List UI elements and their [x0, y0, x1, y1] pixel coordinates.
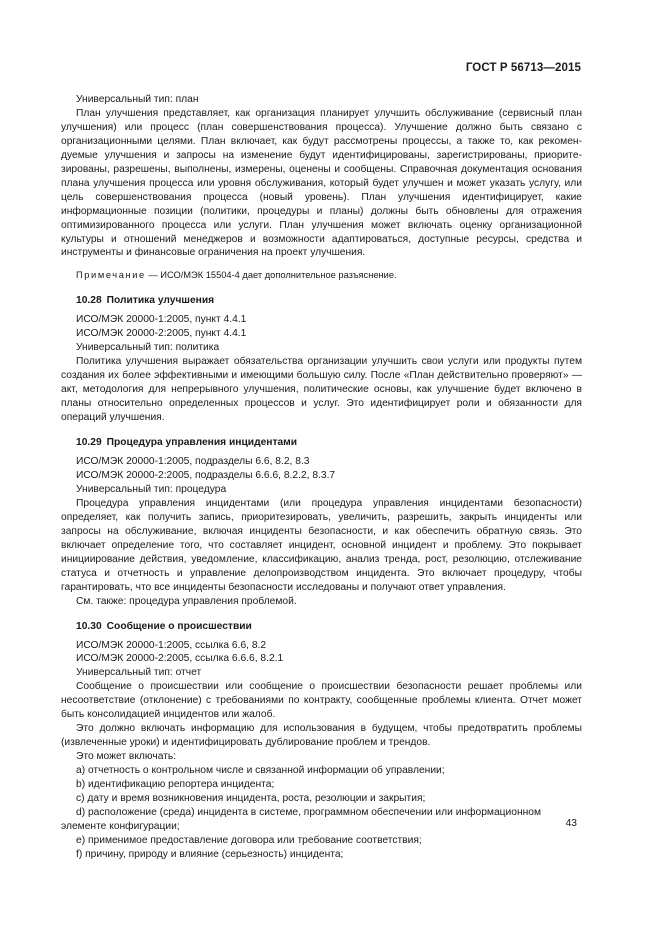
- section-ref: ИСО/МЭК 20000-1:2005, пункт 4.4.1: [76, 314, 247, 326]
- section-number: 10.29: [76, 437, 102, 449]
- page-number: 43: [565, 818, 577, 829]
- section-paragraph: Это должно включать информацию для использования в будущем, чтобы предотвратить проблемы (извлеченные уроки) и идентифицировать дублирование проблем и трендов.: [61, 723, 582, 749]
- section-ref: ИСО/МЭК 20000-1:2005, ссылка 6.6, 8.2: [76, 639, 267, 651]
- section-number: 10.28: [76, 295, 102, 307]
- list-item: d) расположение (среда) инцидента в системе, программном обеспечении или информационном элементе конфигурации;: [61, 806, 542, 832]
- section-type-line: Универсальный тип: политика: [76, 342, 220, 354]
- section-heading: [61, 620, 582, 634]
- section-title: Процедура управления инцидентами: [106, 437, 298, 449]
- intro-type-line: Универсальный тип: план: [76, 94, 199, 105]
- section-10-30: [61, 620, 582, 862]
- list-item: f) причину, природу и влияние (серьезность) инцидента;: [76, 848, 344, 860]
- standard-header: ГОСТ Р 56713—2015: [465, 62, 581, 74]
- section-see-also: См. также: процедура управления проблемой.: [76, 595, 297, 607]
- note-label: Примечание: [76, 270, 146, 281]
- section-heading: [61, 436, 582, 450]
- section-10-28: [61, 294, 582, 425]
- list-item: b) идентификацию репортера инцидента;: [76, 779, 275, 791]
- section-title: Политика улучшения: [106, 295, 215, 307]
- section-number: 10.30: [76, 620, 102, 632]
- section-paragraph: Это может включать:: [76, 751, 177, 763]
- section-paragraph: Политика улучшения выражает обязательства организации улучшить свои услуги или продукты путем создания их более эффективными и имеющими большую силу. После «План действительно проверяют» — акт, методология для непрерывного улучшения, политические основы, как улучшение будет включено в планы относительно определенных процессов и услуг. Это идентифицирует роли и обязанности для операций улучшения.: [61, 356, 582, 424]
- section-paragraph: Процедура управления инцидентами (или процедура управления инцидентами безопасности) определяет, как получить запись, приоритезировать, увеличить, разрешить, закрыть инциденты или запросы на обслуживание, включая инциденты безопасности, и как обеспечить обратную связь. Это включает определение того, что составляет инцидент, основной инцидент и проблему. Это покрывает инициирование действия, уведомление, классификацию, анализ тренда, рост, резолюцию, отслеживание статуса и отчетность и управление делопроизводством инцидента. Это включает процедуру, чтобы гарантировать, что все инциденты безопасности исследованы и получают ответ управления.: [61, 497, 582, 593]
- note-dash: —: [148, 270, 158, 281]
- section-type-line: Универсальный тип: отчет: [76, 667, 202, 679]
- section-ref: ИСО/МЭК 20000-2:2005, ссылка 6.6.6, 8.2.1: [76, 653, 284, 665]
- section-paragraph: Сообщение о происшествии или сообщение о происшествии безопасности решает проблемы или несоответствие (отклонение) с требованиями по контракту, сообщенные проблемы клиента. Отчет может быть консолидацией инцидентов или жалоб.: [61, 681, 582, 721]
- section-title: Сообщение о происшествии: [106, 620, 252, 632]
- section-10-29: [61, 436, 582, 608]
- section-ref: ИСО/МЭК 20000-2:2005, пункт 4.4.1: [76, 328, 247, 340]
- list-item: a) отчетность о контрольном числе и связанной информации об управлении;: [76, 765, 445, 777]
- section-ref: ИСО/МЭК 20000-2:2005, подразделы 6.6.6, 8.2.2, 8.3.7: [76, 469, 336, 481]
- page-content: [61, 93, 582, 862]
- section-type-line: Универсальный тип: процедура: [76, 483, 227, 495]
- section-ref: ИСО/МЭК 20000-1:2005, подразделы 6.6, 8.2, 8.3: [76, 456, 310, 468]
- note-text: ИСО/МЭК 15504-4 дает дополнительное разъяснение.: [160, 270, 397, 281]
- note: [61, 269, 582, 283]
- list-item: c) дату и время возникновения инцидента, роста, резолюции и закрытия;: [76, 792, 426, 804]
- intro-paragraph: План улучшения представляет, как организация планирует улучшить обслуживание (сервисный план улучшения) или процесс (план совершенствования процесса). Улучшение должно быть связано с организационными целями. План включает, как будут рассмотрены процессы, а также то, как рекомендуемые улучшения и запросы на изменение будут идентифицированы, зарегистрированы, приоритезированы, разрешены, выполнены, измерены, оценены и сообщены. Справочная документация основания плана улучшения процесса или уровня обслуживания, который будет улучшен и может указать услугу, или цель совершенствования процесса (новый уровень). План улучшения идентифицирует, какие информационные позиции (политики, процедуры и планы) должны быть обновлены для отражения оптимизированного процесса или услуги. План улучшения может включать оценку организационной культуры и отношений менеджеров и возможности адаптироваться, доступные ресурсы, средства и инструменты и финансовые ограничения на проект улучшения.: [61, 107, 582, 259]
- list-item: e) применимое предоставление договора или требование соответствия;: [76, 834, 422, 846]
- section-heading: [61, 294, 582, 308]
